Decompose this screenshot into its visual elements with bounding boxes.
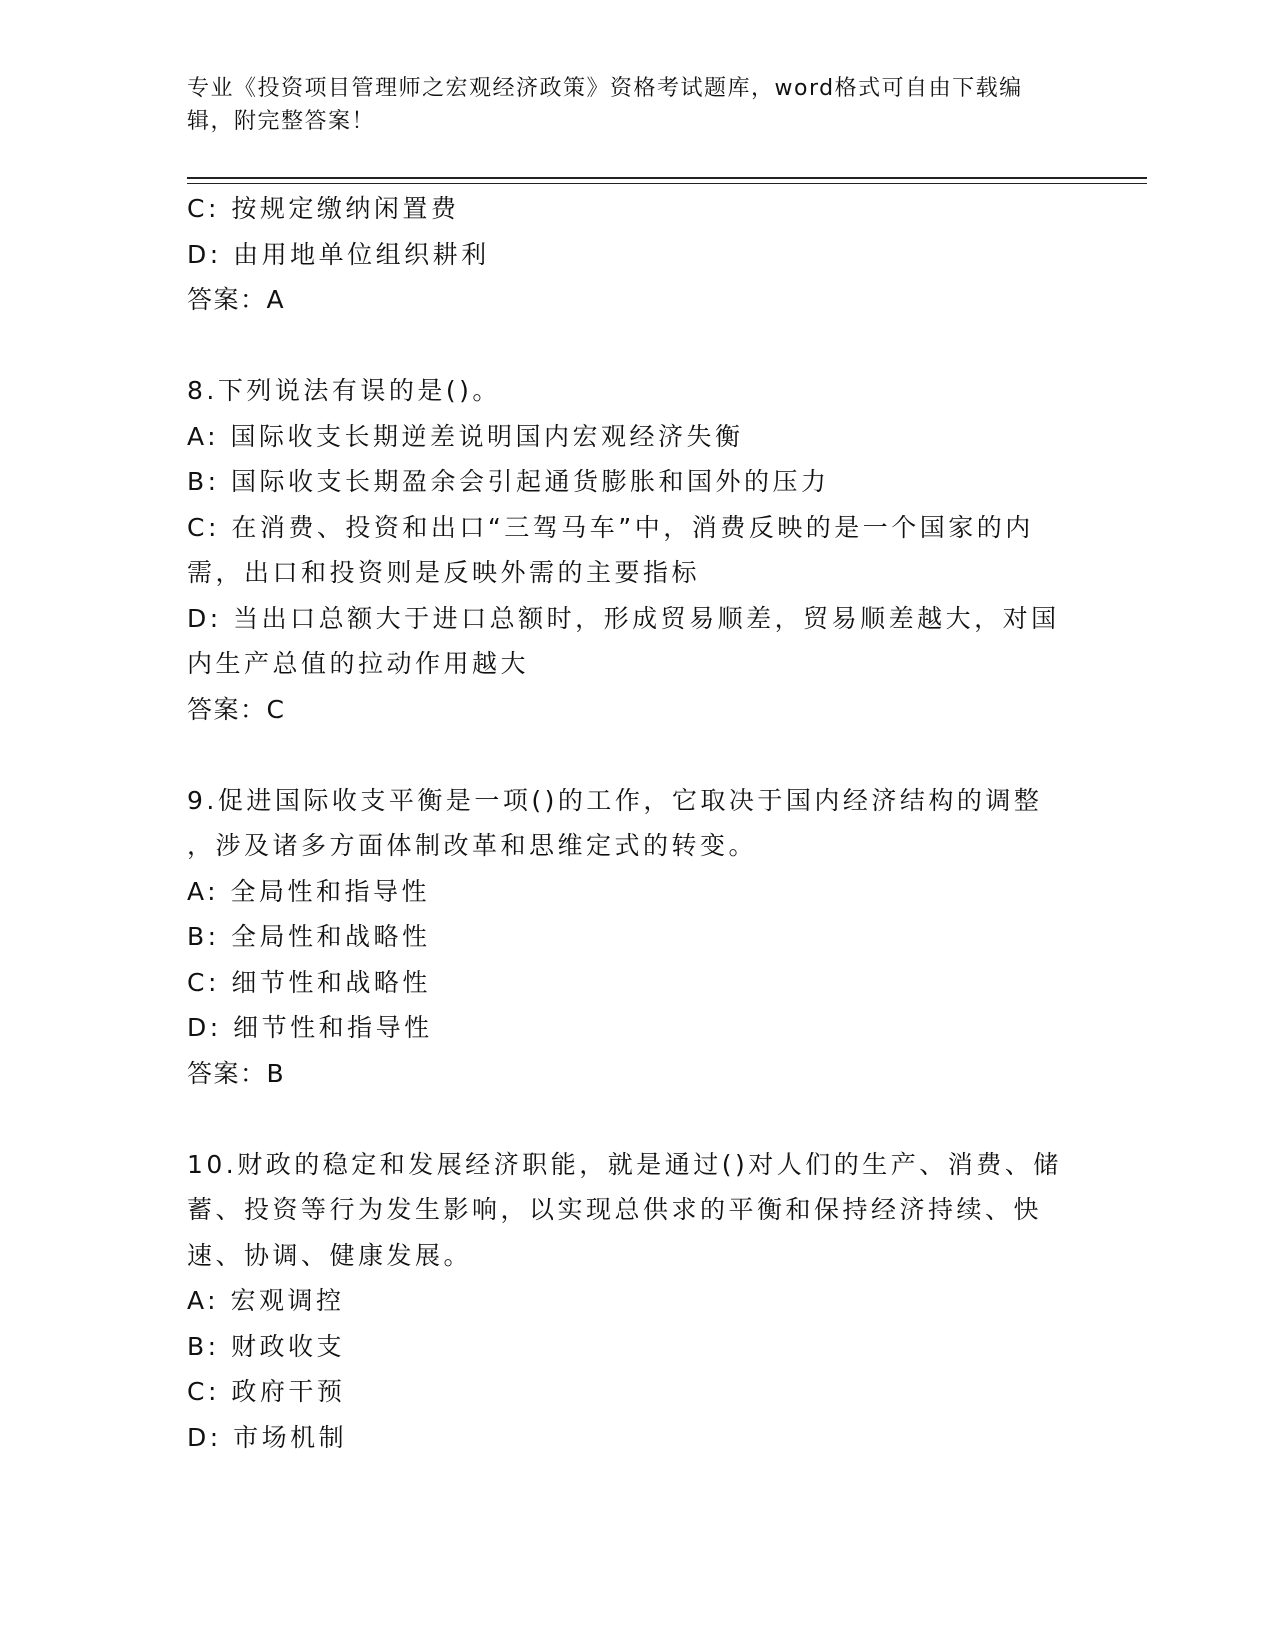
question-9: [187, 778, 1087, 1097]
header-rule-thick: [187, 177, 1147, 179]
question-text: 8.下列说法有误的是()。: [187, 376, 501, 405]
answer-line: 答案：B: [187, 1058, 286, 1088]
question-text-continued: 速、协调、健康发展。: [187, 1240, 473, 1270]
option-d: D: 由用地单位组织耕利: [187, 239, 490, 269]
question-text-continued: ，涉及诸多方面体制改革和思维定式的转变。: [187, 831, 758, 860]
question-text: 10.财政的稳定和发展经济职能，就是通过()对人们的生产、消费、储: [187, 1149, 1062, 1179]
option-a: A: 国际收支长期逆差说明国内宏观经济失衡: [187, 421, 744, 451]
option-c: C: 细节性和战略性: [187, 967, 431, 997]
option-c: C: 政府干预: [187, 1377, 346, 1406]
option-b: B: 财政收支: [187, 1331, 346, 1361]
question-text: 9.促进国际收支平衡是一项()的工作，它取决于国内经济结构的调整: [187, 785, 1043, 815]
question-10: [187, 1142, 1087, 1461]
option-c: C: 按规定缴纳闲置费: [187, 194, 460, 223]
option-a: A: 宏观调控: [187, 1286, 345, 1315]
option-d: D: 市场机制: [187, 1422, 348, 1452]
question-content: [187, 186, 1087, 1460]
document-header: 专业《投资项目管理师之宏观经济政策》资格考试题库，word格式可自由下载编辑，附完整答案！: [187, 76, 1023, 134]
prev-question-options: [187, 186, 1087, 277]
option-a: A: 全局性和指导性: [187, 876, 431, 906]
option-b: B: 全局性和战略性: [187, 922, 431, 951]
option-d: D: 当出口总额大于进口总额时，形成贸易顺差，贸易顺差越大，对国: [187, 603, 1060, 633]
option-d-continued: 内生产总值的拉动作用越大: [187, 649, 530, 678]
header-rule-thin: [187, 183, 1147, 184]
question-8: [187, 368, 1087, 732]
option-c-continued: 需，出口和投资则是反映外需的主要指标: [187, 558, 701, 587]
option-b: B: 国际收支长期盈余会引起通货膨胀和国外的压力: [187, 467, 830, 496]
option-c: C: 在消费、投资和出口“三驾马车”中，消费反映的是一个国家的内: [187, 512, 1034, 542]
answer-line: 答案：A: [187, 285, 286, 314]
question-text-continued: 蓄、投资等行为发生影响，以实现总供求的平衡和保持经济持续、快: [187, 1195, 1043, 1224]
answer-line: 答案：C: [187, 694, 286, 724]
option-d: D: 细节性和指导性: [187, 1013, 433, 1042]
